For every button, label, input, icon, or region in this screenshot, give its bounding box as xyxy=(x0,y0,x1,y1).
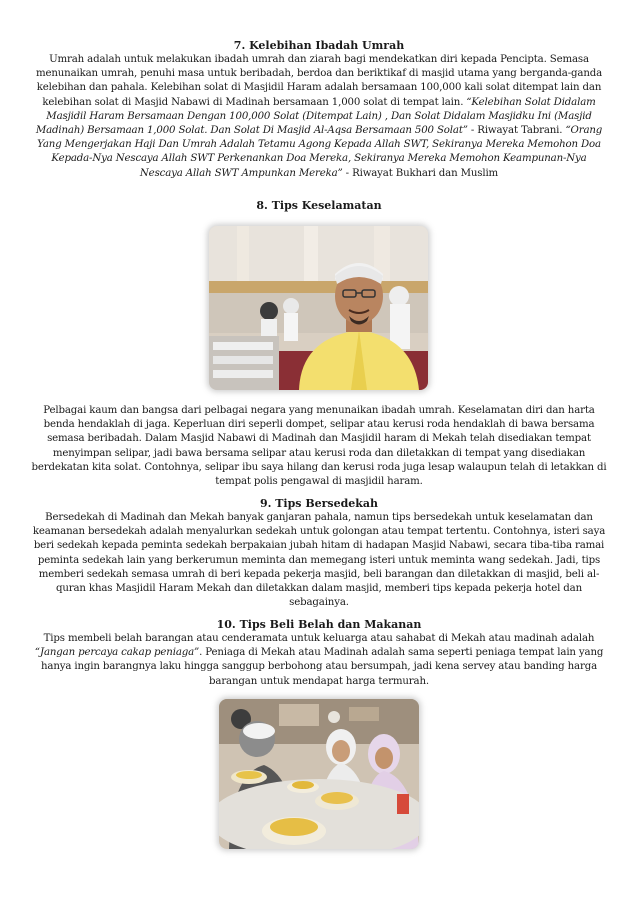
section-7-paragraph: Umrah adalah untuk melakukan ibadah umrah dan ziarah bagi mendekatkan diri kepada Pencipta. Semasa menunaikan umrah, penuhi masa untuk beribadah, berdoa dan beriktikaf di masjid utama yang berganda-ganda kelebihan dan pahala. Kelebihan solat di Masjidil Haram adalah bersamaan 100,000 kali solat ditempat lain dan kelebihan solat di Masjid Nabawi di Madinah bersamaan 1,000 solat di tempat lain. xyxy=(35,54,603,108)
hadith-source-bukhari: - Riwayat Bukhari dan Muslim xyxy=(342,167,499,179)
shopping-advice-quote: “Jangan percaya cakap peniaga” xyxy=(34,647,200,659)
section-9-heading: 9. Tips Bersedekah xyxy=(259,497,379,510)
section-8-heading: 8. Tips Keselamatan xyxy=(256,199,382,212)
section-10-body xyxy=(30,632,608,689)
section-9-paragraph: Bersedekah di Madinah dan Mekah banyak ganjaran pahala, namun tips bersedekah untuk keselamatan dan keamanan bersedekah adalah menyalurkan sedekah untuk golongan atau tempat tertentu. Contohnya, isteri saya beri sedekah kepada peminta sedekah berpakaian jubah hitam di hadapan Masjid Nabawi, secara tiba-tiba ramai peminta sedekah lain yang berkerumun meminta dan memegang isteri untuk meminta wang sedekah. Jadi, tips memberi sedekah semasa umrah di beri kepada pekerja masjid, beli barangan dan diletakkan di masjid, beli al-quran khas Masjidil Haram Mekah dan diletakkan dalam masjid, memberi tips kepada pekerja hotel dan sebagainya. xyxy=(32,512,606,609)
hadith-quote-bukhari: “Orang Yang Mengerjakan Haji Dan Umrah Adalah Tetamu Agong Kepada Allah SWT, Sekiranya Mereka Memohon Doa Kepada-Nya Nescaya Allah SWT Perkenankan Doa Mereka, Sekiranya Mereka Memohon Keampunan-Nya Nescaya Allah SWT Ampunkan Mereka” xyxy=(37,125,603,179)
mosque-selfie-photo xyxy=(209,226,428,390)
hadith-source-tabrani: - Riwayat Tabrani. xyxy=(467,125,563,137)
section-10-paragraph-end: . Peniaga di Mekah atau Madinah adalah sama seperti peniaga tempat lain yang hanya ingin barangnya laku hingga sanggup berbohong atau bersumpah, jadi kena servey atau banding harga barangan untuk mendapat harga termurah. xyxy=(41,647,604,687)
dining-photo xyxy=(219,699,419,849)
section-10-paragraph-start: Tips membeli belah barangan atau cenderamata untuk keluarga atau sahabat di Mekah atau madinah adalah xyxy=(43,633,595,644)
section-7-body xyxy=(30,53,608,181)
section-8-paragraph: Pelbagai kaum dan bangsa dari pelbagai negara yang menunaikan ibadah umrah. Keselamatan diri dan harta benda hendaklah di jaga. Keperluan diri seperli dompet, selipar atau kerusi roda hendaklah di bawa bersama semasa beribadah. Dalam Masjid Nabawi di Madinah dan Masjidil haram di Mekah telah disediakan tempat menyimpan selipar, jadi bawa bersama selipar atau kerusi roda dan diletakkan di tempat yang disediakan berdekatan kita solat. Contohnya, selipar ibu saya hilang dan kerusi roda juga lesap walaupun telah di letakkan di tempat polis pengawal di masjidil haram. xyxy=(31,405,607,488)
section-10-heading: 10. Tips Beli Belah dan Makanan xyxy=(216,618,422,631)
hadith-quote-tabrani: “Kelebihan Solat Didalam Masjidil Haram Bersamaan Dengan 100,000 Solat (Ditempat Lain) , Dan Solat Didalam Masjidku Ini (Masjid Madinah) Bersamaan 1,000 Solat. Dan Solat Di Masjid Al-Aqsa Bersamaan 500 Solat” xyxy=(35,96,596,137)
section-7-heading: 7. Kelebihan Ibadah Umrah xyxy=(233,39,405,52)
